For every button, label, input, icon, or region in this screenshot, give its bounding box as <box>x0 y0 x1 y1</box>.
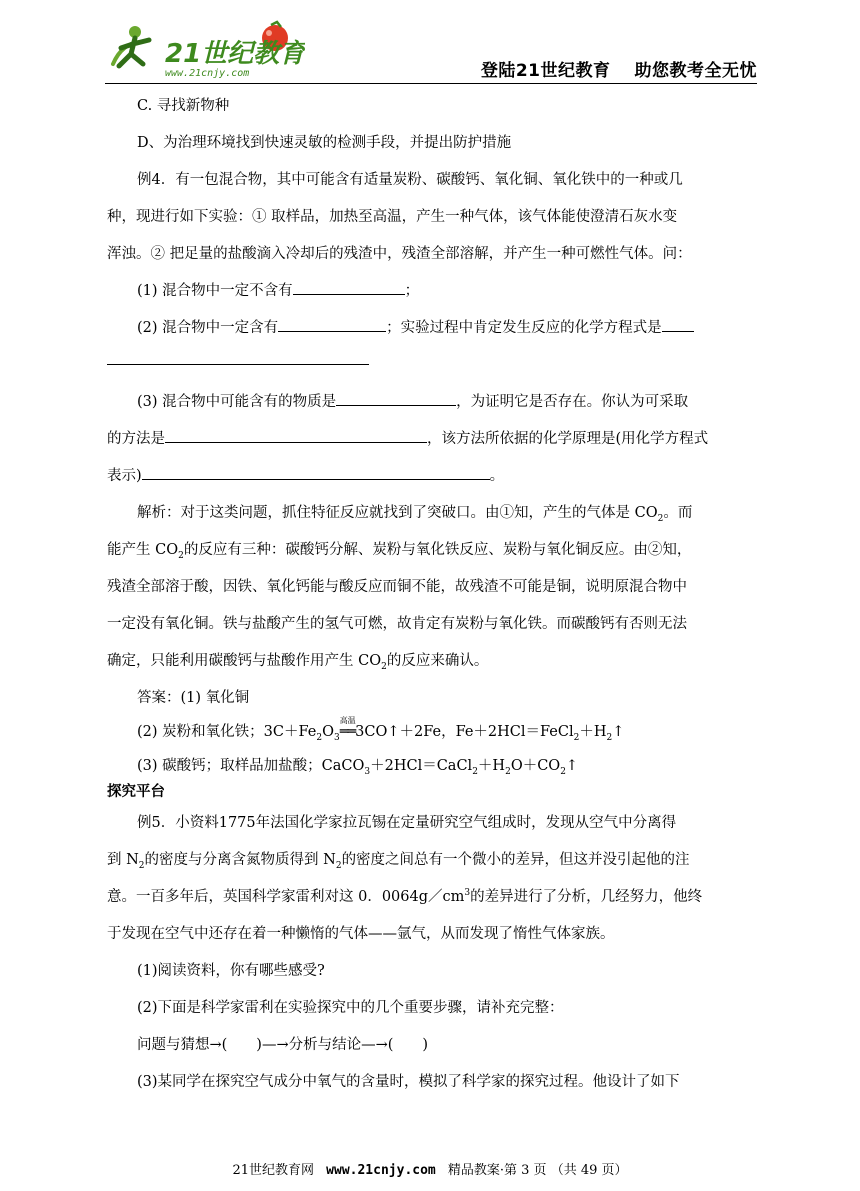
reaction-condition: 高温 ══ <box>339 716 356 740</box>
example4-line2: 种，现进行如下实验：① 取样品，加热至高温，产生一种气体，该气体能使澄清石灰水变 <box>107 209 678 225</box>
option-d: D、为治理环境找到快速灵敏的检测手段，并提出防护措施 <box>137 135 512 151</box>
answer-2: (2) 炭粉和氧化铁；$3C+Fe_2O_3$ 高温 ══3CO↑＋2Fe，$Fe+2HCl=FeCl_2+H_2↑$ <box>137 716 625 743</box>
example5-steps: 问题与猜想→( )—→分析与结论—→( ) <box>137 1037 429 1053</box>
answer-1: 答案：(1) 氧化铜 <box>137 690 250 706</box>
example5-question3: (3)某同学在探究空气成分中氧气的含量时，模拟了科学家的探究过程。他设计了如下 <box>137 1074 680 1090</box>
section-title: 探究平台 <box>107 784 165 800</box>
example4-line3: 浑浊。② 把足量的盐酸滴入冷却后的残渣中，残渣全部溶解，并产生一种可燃性气体。问： <box>107 246 692 262</box>
header-slogan: 登陆21世纪教育 助您教考全无忧 <box>480 61 757 81</box>
example5-question1: (1)阅读资料，你有哪些感受? <box>137 963 325 979</box>
analysis-line2: 能产生 $CO_2$的反应有三种：碳酸钙分解、炭粉与氧化铁反应、炭粉与氧化铜反应。由②知， <box>107 542 692 561</box>
question-1: (1) 混合物中一定不含有 ； <box>137 279 419 300</box>
page-footer <box>0 1159 860 1178</box>
answer-blank[interactable] <box>142 465 490 480</box>
logo-21cnjy <box>105 20 305 80</box>
question-2: (2) 混合物中一定含有 ；实验过程中肯定发生反应的化学方程式是 <box>137 316 694 337</box>
answer-blank[interactable] <box>165 428 427 443</box>
answer-3: (3) 碳酸钙；取样品加盐酸；$CaCO_3+2HCl=CaCl_2+H_2O+CO_2↑$ <box>137 758 579 777</box>
header-divider <box>105 83 757 84</box>
analysis-line4: 一定没有氧化铜。铁与盐酸产生的氢气可燃，故肯定有炭粉与氧化铁。而碳酸钙有否则无法 <box>107 616 687 632</box>
footer-site: 21世纪教育网 <box>232 1163 315 1178</box>
example5-question2: (2)下面是科学家雷利在实验探究中的几个重要步骤，请补充完整： <box>137 1000 564 1016</box>
question-3-line2: 的方法是 ，该方法所依据的化学原理是(用化学方程式 <box>107 427 708 448</box>
example5-line2: 到 $N_2$的密度与分离含氮物质得到 $N_2$的密度之间总有一个微小的差异，但这并没引起他的注 <box>107 852 690 871</box>
analysis-line1: 解析：对于这类问题，抓住特征反应就找到了突破口。由①知，产生的气体是 $CO_2$。而 <box>137 505 693 524</box>
answer-blank[interactable] <box>107 350 369 365</box>
question-3-line3: 表示) 。 <box>107 464 504 485</box>
example5-line3: 意。一百多年后，英国科学家雷利对这 0．$0064g/cm^3$的差异进行了分析，几经努力，他终 <box>107 888 703 905</box>
answer-blank[interactable] <box>278 317 386 332</box>
example4-line1: 例4．有一包混合物，其中可能含有适量炭粉、碳酸钙、氧化铜、氧化铁中的一种或几 <box>137 172 683 188</box>
footer-page-info: 精品教案·第 3 页 （共 49 页） <box>447 1163 628 1178</box>
svg-text:www.21cnjy.com: www.21cnjy.com <box>165 68 250 79</box>
option-c: C. 寻找新物种 <box>137 98 230 114</box>
analysis-line3: 残渣全部溶于酸，因铁、氧化钙能与酸反应而铜不能，故残渣不可能是铜，说明原混合物中 <box>107 579 687 595</box>
answer-blank[interactable] <box>662 317 694 332</box>
example5-line4: 于发现在空气中还存在着一种懒惰的气体——氩气，从而发现了惰性气体家族。 <box>107 926 615 942</box>
answer-blank[interactable] <box>293 280 405 295</box>
example5-line1: 例5．小资料1775年法国化学家拉瓦锡在定量研究空气组成时，发现从空气中分离得 <box>137 815 677 831</box>
question-2-continuation <box>107 350 369 369</box>
svg-text:21世纪教育: 21世纪教育 <box>165 39 305 69</box>
footer-url[interactable]: www.21cnjy.com <box>326 1163 436 1178</box>
page-header <box>105 20 757 83</box>
answer-blank[interactable] <box>336 391 456 406</box>
analysis-line5: 确定，只能利用碳酸钙与盐酸作用产生 $CO_2$的反应来确认。 <box>107 653 489 672</box>
question-3-line1: (3) 混合物中可能含有的物质是 ，为证明它是否存在。你认为可采取 <box>137 390 688 411</box>
